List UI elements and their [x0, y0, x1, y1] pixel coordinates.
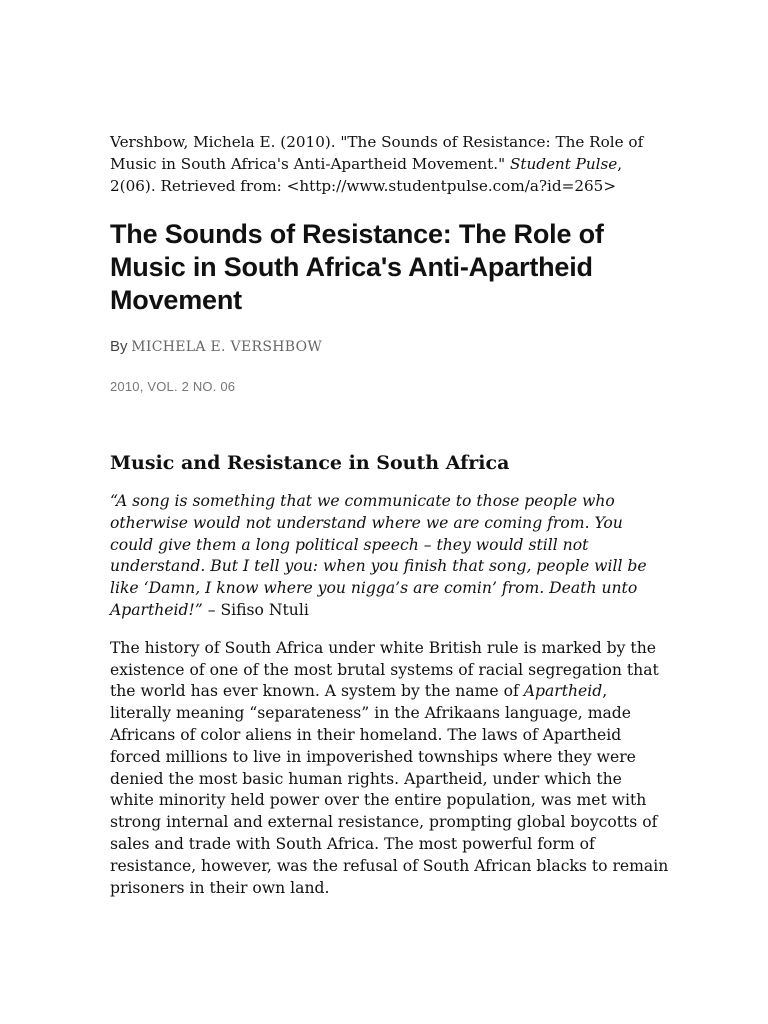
paragraph-italic-term: Apartheid	[523, 682, 603, 701]
author-name: MICHELA E. VERSHBOW	[131, 339, 323, 355]
article-title: The Sounds of Resistance: The Role of Music in South Africa's Anti-Apartheid Movement	[110, 219, 604, 315]
byline	[110, 337, 670, 357]
quote-attribution: – Sifiso Ntuli	[202, 600, 309, 619]
citation-journal: Student Pulse	[509, 155, 618, 173]
citation-text: Vershbow, Michela E. (2010). "The Sounds of Resistance: The Role of Music in South Africa's Anti-Apartheid Movement."	[110, 133, 644, 173]
citation-retrieval: , 2(06). Retrieved from: <http://www.studentpulse.com/a?id=265>	[110, 155, 623, 195]
paragraph-text-end: , literally meaning “separateness” in the Afrikaans language, made Africans of color aliens in their homeland. The laws of Apartheid forced millions to live in impoverished townships where they were denied the most basic human rights. Apartheid, under which the white minority held power over the entire population, was met with strong internal and external resistance, prompting global boycotts of sales and trade with South Africa. The most powerful form of resistance, however, was the refusal of South African blacks to remain prisoners in their own land.	[110, 682, 669, 897]
body-paragraph	[110, 638, 670, 900]
epigraph-quote	[110, 491, 670, 622]
paragraph-text-start: The history of South Africa under white British rule is marked by the existence of one of the most brutal systems of racial segregation that the world has ever known. A system by the name of	[110, 638, 659, 701]
section-heading: Music and Resistance in South Africa	[110, 452, 510, 474]
document-page	[110, 131, 670, 899]
quote-text: “A song is something that we communicate to those people who otherwise would not understand where we are coming from. You could give them a long political speech – they would still not understand. But I tell you: when you finish that song, people will be like ‘Damn, I know where you nigga’s are comin’ from. Death unto Apartheid!”	[110, 492, 647, 619]
byline-label: By	[110, 338, 128, 355]
citation	[110, 131, 670, 197]
issue-info: 2010, VOL. 2 NO. 06	[110, 379, 236, 394]
